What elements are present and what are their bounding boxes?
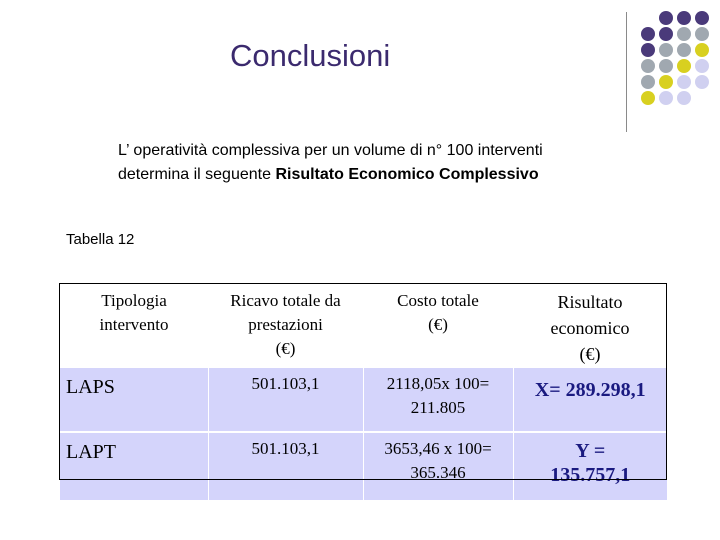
decorative-dot bbox=[695, 11, 709, 25]
page-title: Conclusioni bbox=[230, 38, 391, 73]
decorative-dot bbox=[695, 59, 709, 73]
header-line: (€) bbox=[275, 339, 296, 358]
header-line: Ricavo totale da bbox=[230, 291, 341, 310]
decorative-dot bbox=[641, 59, 655, 73]
header-line: Risultato bbox=[557, 292, 623, 312]
table-caption: Tabella 12 bbox=[66, 231, 135, 248]
decorative-dot bbox=[659, 59, 673, 73]
cell-costo-line: 2118,05x 100= bbox=[386, 374, 490, 393]
header-risultato bbox=[513, 284, 667, 368]
intro-line-1: L’ operatività complessiva per un volume di n° 100 interventi bbox=[118, 142, 543, 159]
intro-line-2-prefix: determina il seguente bbox=[118, 166, 276, 183]
cell-costo-line: 3653,46 x 100= bbox=[384, 439, 492, 458]
decorative-dot bbox=[695, 27, 709, 41]
header-costo bbox=[363, 284, 513, 368]
header-line: economico bbox=[550, 318, 630, 338]
cell-costo-line: 365.346 bbox=[410, 463, 466, 482]
table-row bbox=[60, 432, 667, 500]
dots-pattern-icon bbox=[620, 10, 720, 130]
cell-costo-line: 211.805 bbox=[410, 398, 466, 417]
decorative-dot bbox=[659, 27, 673, 41]
header-line: Tipologia bbox=[101, 291, 167, 310]
cell-risultato bbox=[513, 432, 667, 500]
decorative-dot bbox=[659, 43, 673, 57]
intro-text bbox=[118, 139, 658, 187]
decorative-dot bbox=[659, 91, 673, 105]
decorative-dot bbox=[659, 11, 673, 25]
cell-risultato-line: X= 289.298,1 bbox=[534, 379, 646, 401]
header-line: (€) bbox=[579, 344, 601, 364]
decorative-dot bbox=[641, 91, 655, 105]
decorative-dot bbox=[677, 27, 691, 41]
cell-ricavo: 501.103,1 bbox=[208, 368, 363, 432]
header-ricavo bbox=[208, 284, 363, 368]
decorative-dot bbox=[677, 43, 691, 57]
intro-line-2 bbox=[118, 163, 658, 187]
cell-ricavo: 501.103,1 bbox=[208, 432, 363, 500]
decorative-dot bbox=[641, 75, 655, 89]
decorative-dot bbox=[677, 59, 691, 73]
cell-risultato-line: 135.757,1 bbox=[550, 464, 631, 486]
decorative-dot bbox=[677, 11, 691, 25]
header-line: intervento bbox=[99, 315, 169, 334]
cell-tipologia: LAPT bbox=[60, 432, 208, 500]
results-table bbox=[60, 284, 667, 500]
decorative-dot bbox=[641, 43, 655, 57]
decorative-dot bbox=[659, 75, 673, 89]
decorative-dot bbox=[677, 91, 691, 105]
header-line: Costo totale bbox=[397, 291, 479, 310]
cell-costo bbox=[363, 432, 513, 500]
cell-tipologia: LAPS bbox=[60, 368, 208, 432]
cell-risultato bbox=[513, 368, 667, 432]
decorative-dot bbox=[641, 27, 655, 41]
header-line: (€) bbox=[428, 315, 448, 334]
cell-risultato-line: Y = bbox=[575, 440, 606, 462]
header-tipologia bbox=[60, 284, 208, 368]
table-row bbox=[60, 368, 667, 432]
table-header-row bbox=[60, 284, 667, 368]
decorative-dot bbox=[695, 75, 709, 89]
decorative-dot bbox=[677, 75, 691, 89]
cell-costo bbox=[363, 368, 513, 432]
intro-line-2-bold: Risultato Economico Complessivo bbox=[275, 166, 539, 183]
decorative-dot bbox=[695, 43, 709, 57]
header-line: prestazioni bbox=[248, 315, 323, 334]
